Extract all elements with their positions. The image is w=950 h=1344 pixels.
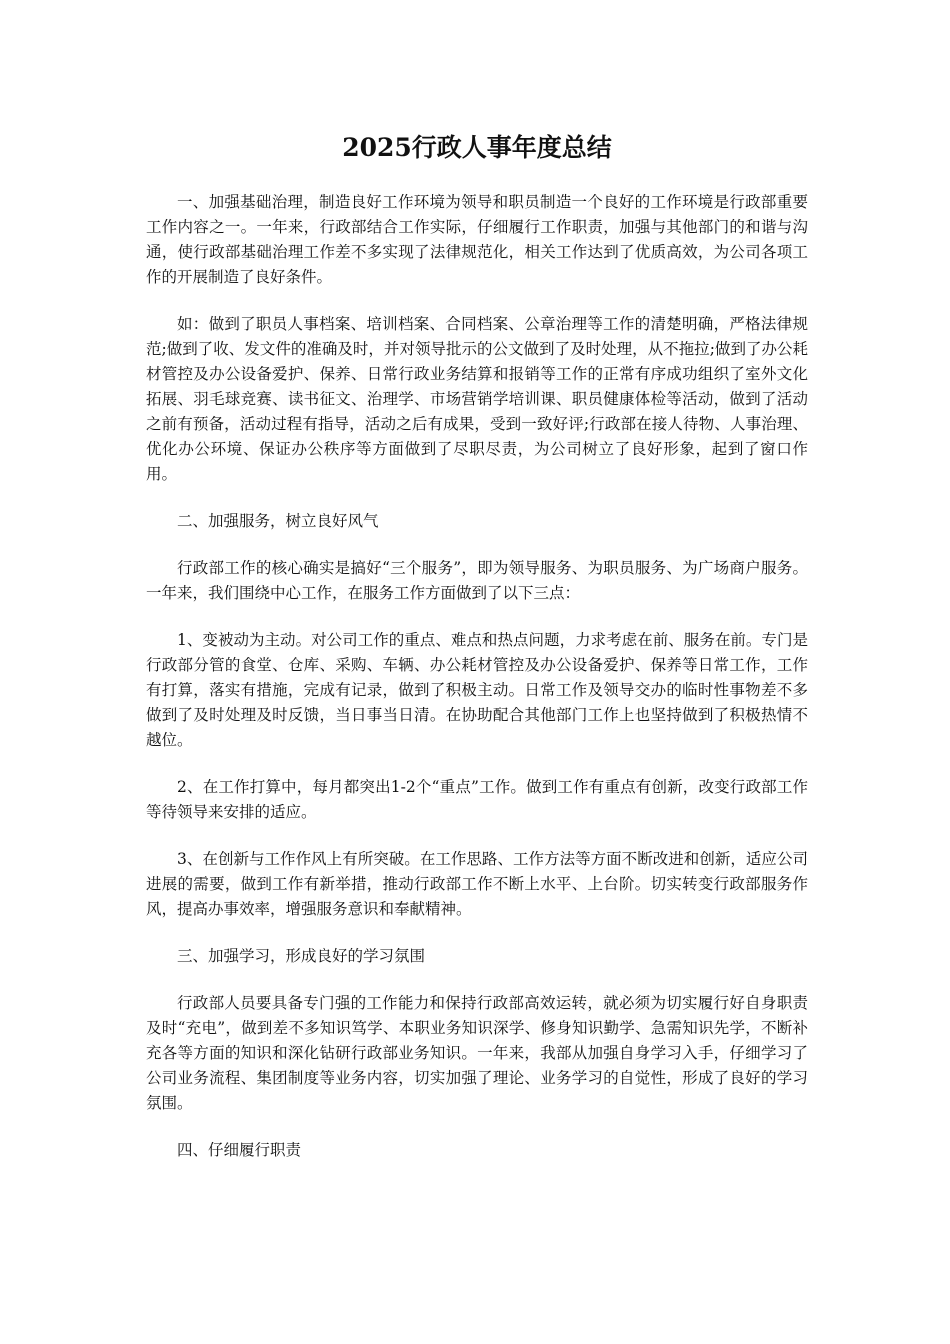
- section-heading-3: 三、加强学习，形成良好的学习氛围: [177, 947, 426, 965]
- paragraph-6: 3、在创新与工作作风上有所突破。在工作思路、工作方法等方面不断改进和创新，适应公司进展的需要，做到工作有新举措，推动行政部工作不断上水平、上台阶。切实转变行政部服务作风，提高办事效率，增强服务意识和奉献精神。: [146, 850, 808, 918]
- document-title: 2025行政人事年度总结: [342, 133, 612, 162]
- paragraph-7: 行政部人员要具备专门强的工作能力和保持行政部高效运转，就必须为切实履行好自身职责及时“充电”，做到差不多知识笃学、本职业务知识深学、修身知识勤学、急需知识先学，不断补充各等方面的知识和深化钻研行政部业务知识。一年来，我部从加强自身学习入手，仔细学习了公司业务流程、集团制度等业务内容，切实加强了理论、业务学习的自觉性，形成了良好的学习氛围。: [146, 994, 808, 1112]
- section-heading-2: 二、加强服务，树立良好风气: [177, 512, 379, 530]
- paragraph-3: 行政部工作的核心确实是搞好“三个服务”，即为领导服务、为职员服务、为广场商户服务。一年来，我们围绕中心工作，在服务工作方面做到了以下三点：: [146, 559, 808, 602]
- document-page: [146, 128, 808, 1185]
- paragraph-1: 一、加强基础治理，制造良好工作环境为领导和职员制造一个良好的工作环境是行政部重要工作内容之一。一年来，行政部结合工作实际，仔细履行工作职责，加强与其他部门的和谐与沟通，使行政部基础治理工作差不多实现了法律规范化，相关工作达到了优质高效，为公司各项工作的开展制造了良好条件。: [146, 193, 808, 286]
- paragraph-2: 如：做到了职员人事档案、培训档案、合同档案、公章治理等工作的清楚明确，严格法律规范;做到了收、发文件的准确及时，并对领导批示的公文做到了及时处理，从不拖拉;做到了办公耗材管控及办公设备爱护、保养、日常行政业务结算和报销等工作的正常有序成功组织了室外文化拓展、羽毛球竞赛、读书征文、治理学、市场营销学培训课、职员健康体检等活动，做到了活动之前有预备，活动过程有指导，活动之后有成果，受到一致好评;行政部在接人待物、人事治理、优化办公环境、保证办公秩序等方面做到了尽职尽责，为公司树立了良好形象，起到了窗口作用。: [146, 315, 808, 483]
- paragraph-4: 1、变被动为主动。对公司工作的重点、难点和热点问题，力求考虑在前、服务在前。专门是行政部分管的食堂、仓库、采购、车辆、办公耗材管控及办公设备爱护、保养等日常工作，工作有打算，落实有措施，完成有记录，做到了积极主动。日常工作及领导交办的临时性事物差不多做到了及时处理及时反馈，当日事当日清。在协助配合其他部门工作上也坚持做到了积极热情不越位。: [146, 631, 808, 749]
- paragraph-5: 2、在工作打算中，每月都突出1-2个“重点”工作。做到工作有重点有创新，改变行政部工作等待领导来安排的适应。: [146, 778, 808, 821]
- section-heading-4: 四、仔细履行职责: [177, 1141, 302, 1159]
